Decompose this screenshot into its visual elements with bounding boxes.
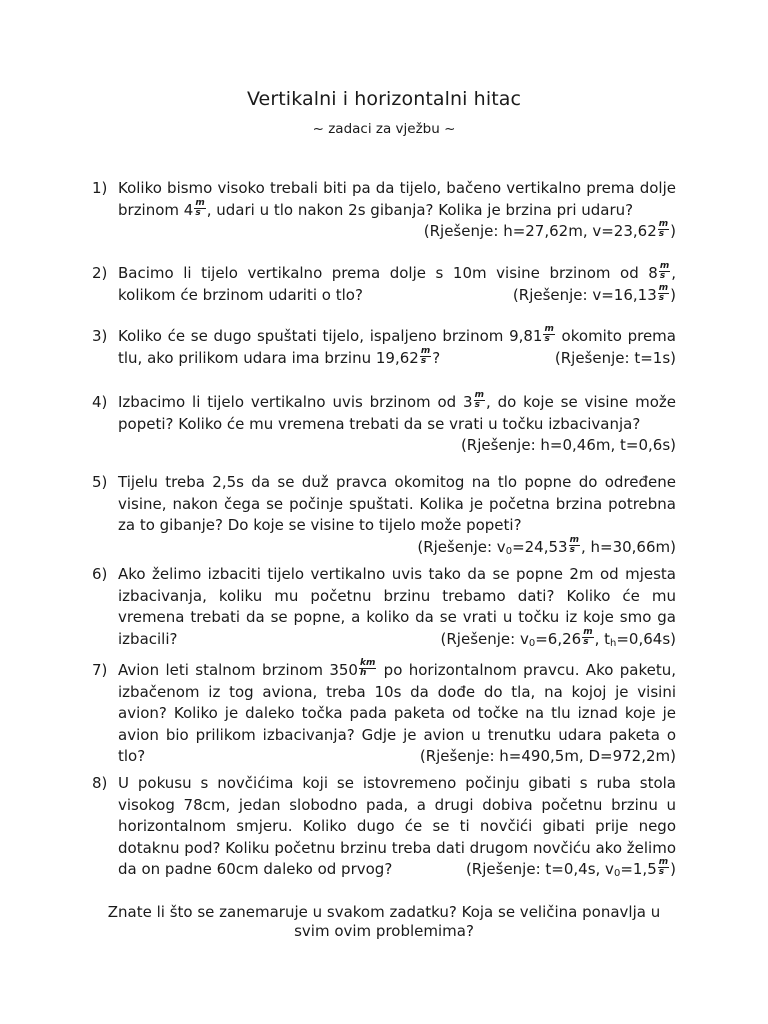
solution: (Rješenje: h=0,46m, t=0,6s) xyxy=(460,436,676,454)
solution: (Rješenje: t=1s) xyxy=(554,348,676,367)
problem-number: 3) xyxy=(92,327,108,345)
problem-6 xyxy=(92,564,676,654)
unit-fraction: $\frac{m}{s}$ xyxy=(658,219,669,239)
unit-fraction: $\frac{m}{s}$ xyxy=(658,282,669,303)
problem-number: 2) xyxy=(92,264,108,282)
solution: (Rješenje: $v_0=6,26$ $\frac{m}{s}$ , $t_h=0,64s$) xyxy=(440,626,676,649)
problem-8 xyxy=(92,773,676,885)
problem-number: 4) xyxy=(92,393,108,411)
problem-text: Ako želimo izbaciti tijelo vertikalno uvis tako da se popne 2m od mjesta izbacivanja, koliku mu početnu brzinu trebamo dati? Koliko će mu vremena trebati da se popne, a koliko da se vrati u točku iz koje smo ga izbacili? (Rješenje: $v_0=6,26$ $\frac{m}{s}$ , $t_h=0,64s$) xyxy=(118,564,676,650)
unit-fraction: $\frac{m}{s}$ xyxy=(583,626,593,647)
problem-text: U pokusu s novčićima koji se istovremeno počinju gibati s ruba stola visokog 78cm, jedan slobodno pada, a drugi dobiva početnu brzinu u horizontalnom smjeru. Koliko dugo će se ti novčići gibati prije nego dotaknu pod? Koliku početnu brzinu treba dati drugom novčiću ako želimo da on padne 60cm daleko od prvog? (Rješenje: t=0,4s, $v_0=1,5$ $\frac{m}{s}$ ) xyxy=(118,773,676,881)
problem-number: 7) xyxy=(92,661,108,679)
problem-text: Avion leti stalnom brzinom 350 $\frac{km}{h}$ po horizontalnom pravcu. Ako paketu, izbačenom iz tog aviona, treba 10s da dođe do tla, na kojoj je visini avion? Koliko je daleko točka pada paketa od točke na tlu iznad koje je avion bio prilikom izbacivanja? Gdje je avion u trenutku udara paketa o tlo? (Rješenje: h=490,5m, D=972,2m) xyxy=(118,660,676,768)
unit-fraction: $\frac{m}{s}$ xyxy=(659,261,670,281)
page-subtitle: ~ zadaci za vježbu ~ xyxy=(312,121,456,137)
problem-text: Bacimo li tijelo vertikalno prema dolje s 10m visine brzinom od 8 $\frac{m}{s}$ , kolikom će brzinom udariti o tlo? (Rješenje: v=16,13 $\frac{m}{s}$ ) xyxy=(118,263,676,306)
solution: (Rješenje: $v_0=24,53$ $\frac{m}{s}$ , h=30,66m) xyxy=(417,534,676,557)
problem-text: Tijelu treba 2,5s da se duž pravca okomitog na tlo popne do određene visine, nakon čega se počinje spuštati. Kolika je početna brzina potrebna za to gibanje? Do koje se visine to tijelo može popeti? (Rješenje: $v_0=24,53$ $\frac{m}{s}$ , h=30,66m) xyxy=(118,472,676,537)
problem-7 xyxy=(92,660,676,768)
problem-number: 5) xyxy=(92,473,108,491)
unit-fraction: $\frac{m}{s}$ xyxy=(569,534,579,555)
problem-number: 1) xyxy=(92,179,108,197)
problem-2 xyxy=(92,263,676,306)
closing-question: Znate li što se zanemaruje u svakom zadatku? Koja se veličina ponavlja u svim ovim problemima? xyxy=(107,903,661,940)
unit-fraction: $\frac{m}{s}$ xyxy=(658,857,669,877)
problem-number: 6) xyxy=(92,565,108,583)
unit-fraction: $\frac{m}{s}$ xyxy=(195,197,205,218)
problem-text: Izbacimo li tijelo vertikalno uvis brzinom od 3 $\frac{m}{s}$ , do koje se visine može popeti? Koliko će mu vremena trebati da se vrati u točku izbacivanja? (Rješenje: h=0,46m, t=0,6s) xyxy=(118,392,676,435)
unit-fraction: $\frac{m}{s}$ xyxy=(544,324,554,344)
solution: (Rješenje: h=490,5m, D=972,2m) xyxy=(419,747,676,765)
problem-4 xyxy=(92,392,676,457)
solution: (Rješenje: h=27,62m, v=23,62 $\frac{m}{s}$ ) xyxy=(423,219,676,240)
unit-fraction: $\frac{km}{h}$ xyxy=(359,658,376,678)
problem-text: Koliko će se dugo spuštati tijelo, ispaljeno brzinom 9,81 $\frac{m}{s}$ okomito prema tlu, ako prilikom udara ima brzinu 19,62 $\frac{m}{s}$ ? (Rješenje: t=1s) xyxy=(118,326,676,369)
solution: (Rješenje: t=0,4s, $v_0=1,5$ $\frac{m}{s}$ ) xyxy=(465,857,676,879)
problem-text: Koliko bismo visoko trebali biti pa da tijelo, bačeno vertikalno prema dolje brzinom 4 $\frac{m}{s}$ , udari u tlo nakon 2s gibanja? Kolika je brzina pri udaru? (Rješenje: h=27,62m, v=23,62 $\frac{m}{s}$ ) xyxy=(118,178,676,221)
unit-fraction: $\frac{m}{s}$ xyxy=(474,390,484,410)
solution: (Rješenje: v=16,13 $\frac{m}{s}$ ) xyxy=(512,282,676,304)
unit-fraction: $\frac{m}{s}$ xyxy=(420,345,431,366)
problem-number: 8) xyxy=(92,774,108,792)
page-title: Vertikalni i horizontalni hitac xyxy=(246,88,522,110)
problem-3 xyxy=(92,326,676,369)
problem-5 xyxy=(92,472,676,562)
problem-1 xyxy=(92,178,676,243)
